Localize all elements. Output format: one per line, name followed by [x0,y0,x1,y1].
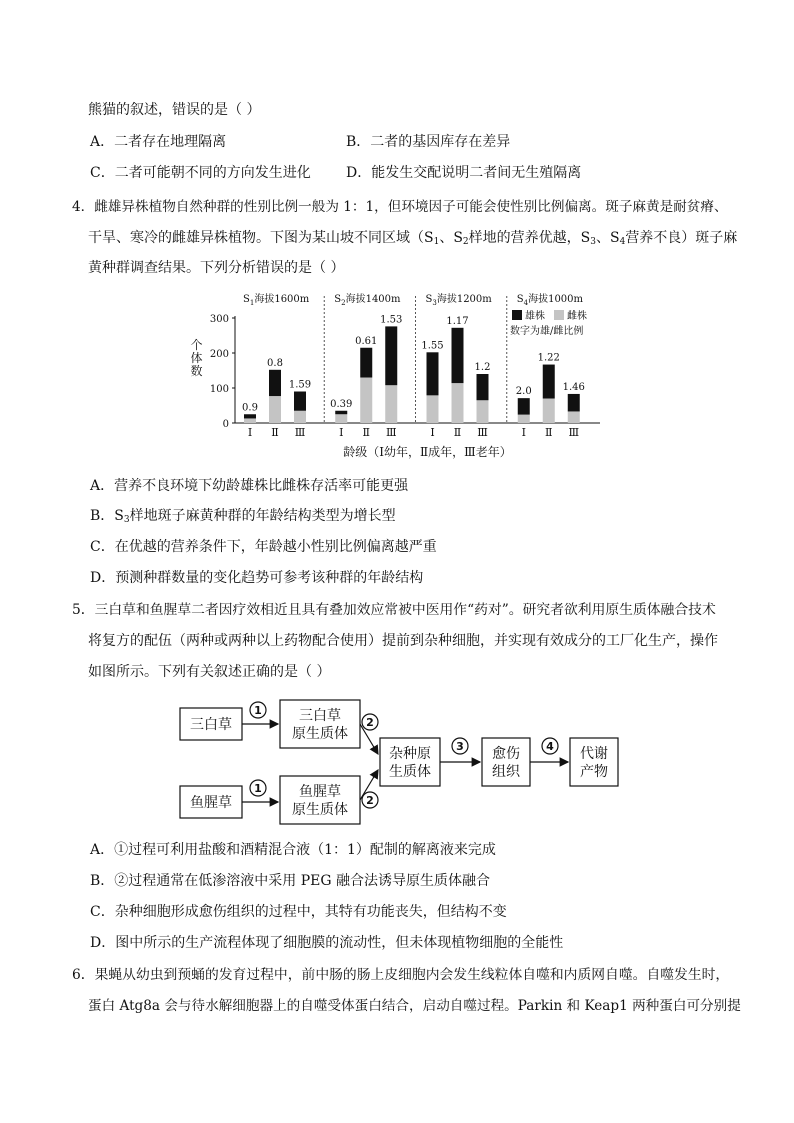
legend-swatch-male [512,310,522,320]
bar-female [360,378,372,424]
q6-stem-line2: 蛋白 Atg8a 会与待水解细胞器上的自噬受体蛋白结合，启动自噬过程。Parkin 和 Keap1 两种蛋白可分别提 [88,998,741,1014]
x-tick-label: Ⅲ [385,426,397,439]
protoplast-fusion-flowchart [170,692,630,832]
bar-female [269,396,281,423]
label-metabolite-1: 代谢 [580,746,608,762]
q3-option-d: D．能发生交配说明二者间无生殖隔离 [346,165,582,181]
ratio-label: 0.61 [355,335,378,347]
group-title: $S_3$海拔1200m [425,294,492,307]
x-tick-label: Ⅱ [271,426,279,439]
q4-option-c: C．在优越的营养条件下，年龄越小性别比例偏离越严重 [90,539,437,555]
bar-female [385,385,397,423]
y-tick-label: 300 [209,314,229,325]
x-tick-label: Ⅲ [294,426,306,439]
label-sanbaicao-protoplast-2: 原生质体 [292,726,348,742]
ratio-label: 1.55 [421,340,444,352]
y-axis-label: 个体数 [189,338,203,378]
legend-label-male: 雄株 [525,311,545,322]
step-3: 3 [456,740,464,753]
bar-female [477,400,489,423]
y-tick-label: 0 [222,419,229,430]
x-tick-label: Ⅲ [477,426,488,439]
q4-option-d: D．预测种群数量的变化趋势可参考该种群的年龄结构 [90,570,424,586]
step-2-bottom: 2 [366,794,374,807]
ratio-label: 1.46 [562,381,585,393]
bar-male [452,328,464,383]
bar-male [294,392,306,411]
step-1-bottom: 1 [254,782,262,795]
label-yuxingcao: 鱼腥草 [190,795,232,811]
legend-label-female: 雌株 [567,311,587,322]
legend-note: 数字为雄/雌比例 [510,326,584,337]
ratio-label: 1.17 [446,315,469,327]
step-1-top: 1 [254,704,262,717]
q5-option-d: D．图中所示的生产流程体现了细胞膜的流动性，但未体现植物细胞的全能性 [90,935,564,951]
bar-female [244,418,256,423]
bar-male [518,398,530,414]
sex-ratio-bar-chart [180,288,620,466]
ratio-label: 1.2 [474,362,491,373]
bar-male [335,411,347,415]
x-tick-label: Ⅰ [339,426,344,439]
bar-female [452,383,464,423]
bar-male [244,414,256,418]
bar-male [427,352,439,395]
group-title: $S_2$海拔1400m [334,294,401,307]
ratio-label: 0.9 [242,402,258,414]
q6-stem-line1: 6．果蝇从幼虫到预蛹的发育过程中，前中肠的肠上皮细胞内会发生线粒体自噬和内质网自噬。自噬发生时， [72,967,730,983]
q4-stem-line3: 黄种群调查结果。下列分析错误的是（ ） [88,260,345,276]
y-tick-label: 100 [209,384,229,395]
x-tick-label: Ⅰ [521,426,526,439]
x-axis-label: 龄级（Ⅰ幼年，Ⅱ成年，Ⅲ老年） [343,445,512,459]
q5-option-a: A．①过程可利用盐酸和酒精混合液（1：1）配制的解离液来完成 [90,842,496,858]
q5-stem-line1: 5．三白草和鱼腥草二者因疗效相近且具有叠加效应常被中医用作“药对”。研究者欲利用原生质体融合技术 [72,602,716,618]
ratio-label: 1.59 [288,379,312,391]
q3-option-b: B．二者的基因库存在差异 [346,134,511,150]
bar-male [269,370,281,396]
x-tick-label: Ⅰ [247,426,253,439]
bar-female [427,395,439,423]
x-tick-label: Ⅱ [453,426,462,439]
step-4: 4 [546,740,554,753]
legend-swatch-female [554,310,564,320]
ratio-label: 1.22 [537,352,560,364]
bar-male [360,348,372,378]
q5-stem-line3: 如图所示。下列有关叙述正确的是（ ） [88,664,331,680]
ratio-label: 0.8 [267,357,283,369]
bar-male [543,365,555,399]
group-title: $S_4$海拔1000m [516,294,584,307]
q4-stem-line2: 干旱、寒冷的雌雄异株植物。下图为某山坡不同区域（$S_1$、$S_2$样地的营养优越，$S_3$、$S_4$营养不良）斑子麻 [88,230,738,247]
q4-option-b: B．$S_3$样地斑子麻黄种群的年龄结构类型为增长型 [90,508,396,525]
q5-option-c: C．杂种细胞形成愈伤组织的过程中，其特有功能丧失，但结构不变 [90,904,507,920]
bar-female [518,415,530,423]
y-tick-label: 200 [209,349,229,360]
bar-male [568,394,580,412]
label-sanbaicao-protoplast-1: 三白草 [299,708,341,724]
q4-option-a: A．营养不良环境下幼龄雄株比雌株存活率可能更强 [90,478,409,494]
ratio-label: 2.0 [515,386,532,398]
label-sanbaicao: 三白草 [190,717,232,733]
bar-male [477,374,489,400]
q3-option-a: A．二者存在地理隔离 [90,134,227,150]
bar-female [543,399,555,424]
ratio-label: 1.53 [380,314,403,326]
bar-female [335,414,347,423]
label-yuxingcao-protoplast-1: 鱼腥草 [299,784,341,800]
group-title: $S_1$海拔1600m [243,294,310,307]
q4-stem-line1: 4．雌雄异株植物自然种群的性别比例一般为 1：1，但环境因子可能会使性别比例偏离。斑子麻黄是耐贫瘠、 [72,199,728,215]
x-tick-label: Ⅰ [430,426,435,439]
q3-option-c: C．二者可能朝不同的方向发生进化 [90,165,311,181]
bar-male [385,326,397,385]
step-2-top: 2 [366,716,374,729]
ratio-label: 0.39 [330,398,353,410]
q5-stem-line2: 将复方的配伍（两种或两种以上药物配合使用）提前到杂种细胞，并实现有效成分的工厂化生产，操作 [88,633,718,649]
label-hybrid-2: 生质体 [389,764,431,780]
bar-female [294,411,306,423]
x-tick-label: Ⅱ [362,426,370,439]
label-hybrid-1: 杂种原 [389,746,431,762]
label-callus-1: 愈伤 [492,746,520,762]
label-yuxingcao-protoplast-2: 原生质体 [292,802,348,818]
x-tick-label: Ⅲ [568,426,580,439]
q3-stem-continuation: 熊猫的叙述，错误的是（ ） [88,102,261,118]
label-callus-2: 组织 [492,764,520,780]
q5-option-b: B．②过程通常在低渗溶液中采用 PEG 融合法诱导原生质体融合 [90,873,491,889]
bar-female [568,411,580,423]
label-metabolite-2: 产物 [580,764,608,780]
x-tick-label: Ⅱ [545,426,553,439]
